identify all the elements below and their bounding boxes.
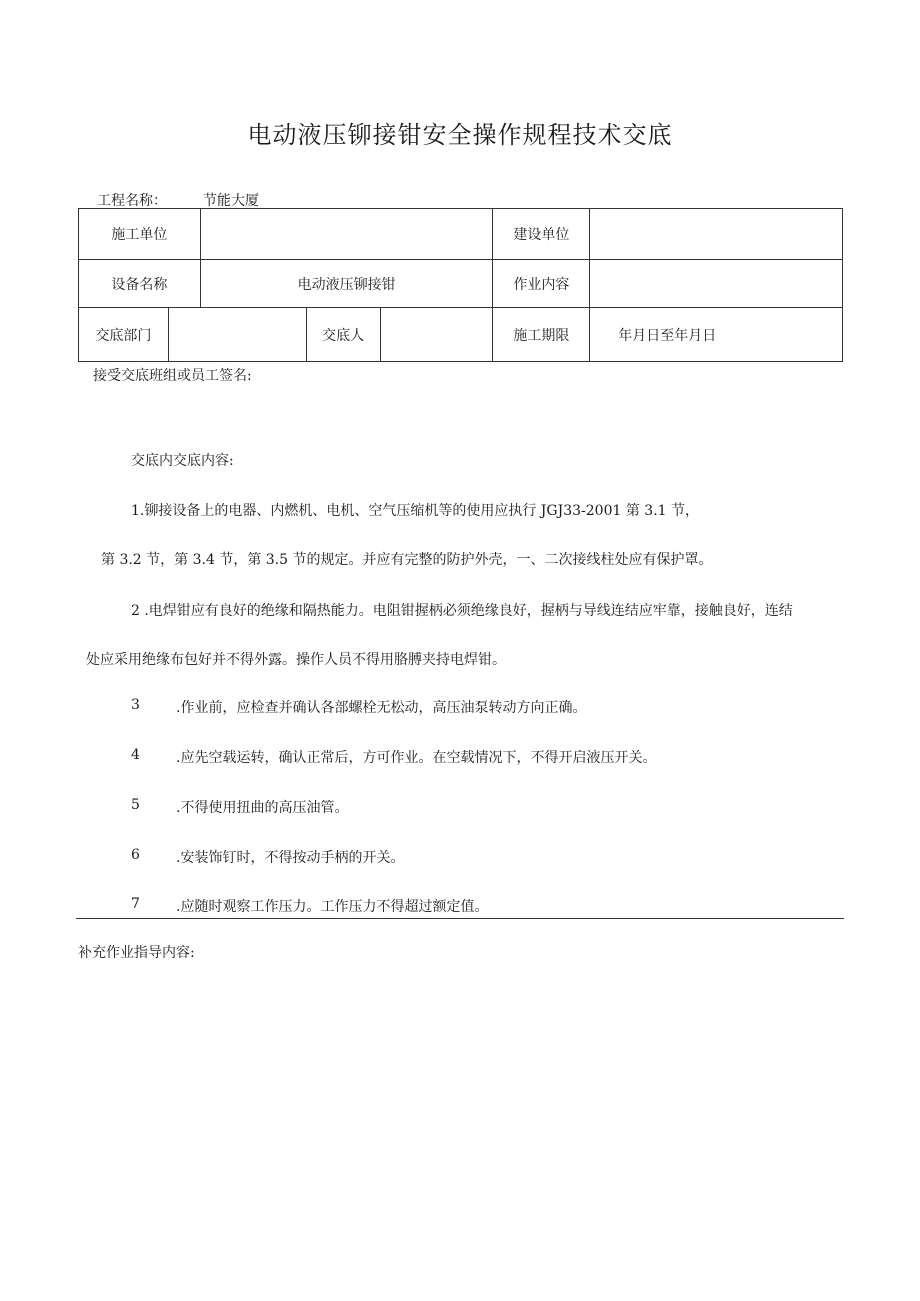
item-6-text: .安装饰钉时，不得按动手柄的开关。 xyxy=(176,850,405,866)
equipment-name-value: 电动液压铆接钳 xyxy=(200,260,493,308)
item-1-line-2: 第 3.2 节，第 3.4 节，第 3.5 节的规定。并应有完整的防护外壳，一、二次接线柱处应有保护罩。 xyxy=(101,552,713,568)
disclosure-dept-label: 交底部门 xyxy=(79,308,169,362)
item-7-number: 7 xyxy=(131,896,140,912)
item-1-line-1: 1.铆接设备上的电器、内燃机、电机、空气压缩机等的使用应执行 JGJ33-2001 第 3.1 节， xyxy=(131,503,700,519)
item-5-text: .不得使用扭曲的高压油管。 xyxy=(176,800,349,816)
signature-label: 接受交底班组或员工签名: xyxy=(93,368,252,384)
item-5-number: 5 xyxy=(131,797,140,813)
section-divider xyxy=(76,918,844,919)
construction-period-label: 施工期限 xyxy=(493,308,590,362)
item-3-text: .作业前，应检查并确认各部螺栓无松动，高压油泵转动方向正确。 xyxy=(176,700,587,716)
table-row xyxy=(79,308,843,362)
item-7-text: .应随时观察工作压力。工作压力不得超过额定值。 xyxy=(176,899,489,915)
project-name-label: 工程名称： xyxy=(97,193,167,209)
construction-unit-value xyxy=(200,209,493,260)
content-heading: 交底内交底内容: xyxy=(131,453,234,469)
item-2-line-2: 处应采用绝缘布包好并不得外露。操作人员不得用胳膊夹持电焊钳。 xyxy=(86,652,506,668)
equipment-name-label: 设备名称 xyxy=(79,260,201,308)
disclosure-person-label: 交底人 xyxy=(306,308,380,362)
construction-period-value: 年月日至年月日 xyxy=(590,308,843,362)
builder-unit-value xyxy=(590,209,843,260)
info-table xyxy=(78,208,843,362)
item-4-number: 4 xyxy=(131,747,140,763)
project-name-value: 节能大厦 xyxy=(203,193,259,209)
work-content-value xyxy=(590,260,843,308)
item-4-text: .应先空载运转，确认正常后，方可作业。在空载情况下，不得开启液压开关。 xyxy=(176,750,657,766)
item-6-number: 6 xyxy=(131,847,140,863)
item-3-number: 3 xyxy=(131,697,140,713)
supplement-label: 补充作业指导内容: xyxy=(78,945,195,961)
construction-unit-label: 施工单位 xyxy=(79,209,201,260)
page-title: 电动液压铆接钳安全操作规程技术交底 xyxy=(247,121,673,149)
disclosure-dept-value xyxy=(168,308,306,362)
work-content-label: 作业内容 xyxy=(493,260,590,308)
table-row xyxy=(79,209,843,260)
disclosure-person-value xyxy=(380,308,493,362)
table-row xyxy=(79,260,843,308)
item-2-line-1: 2 .电焊钳应有良好的绝缘和隔热能力。电阻钳握柄必须绝缘良好，握柄与导线连结应牢靠，接触良好，连结 xyxy=(131,603,793,619)
builder-unit-label: 建设单位 xyxy=(493,209,590,260)
